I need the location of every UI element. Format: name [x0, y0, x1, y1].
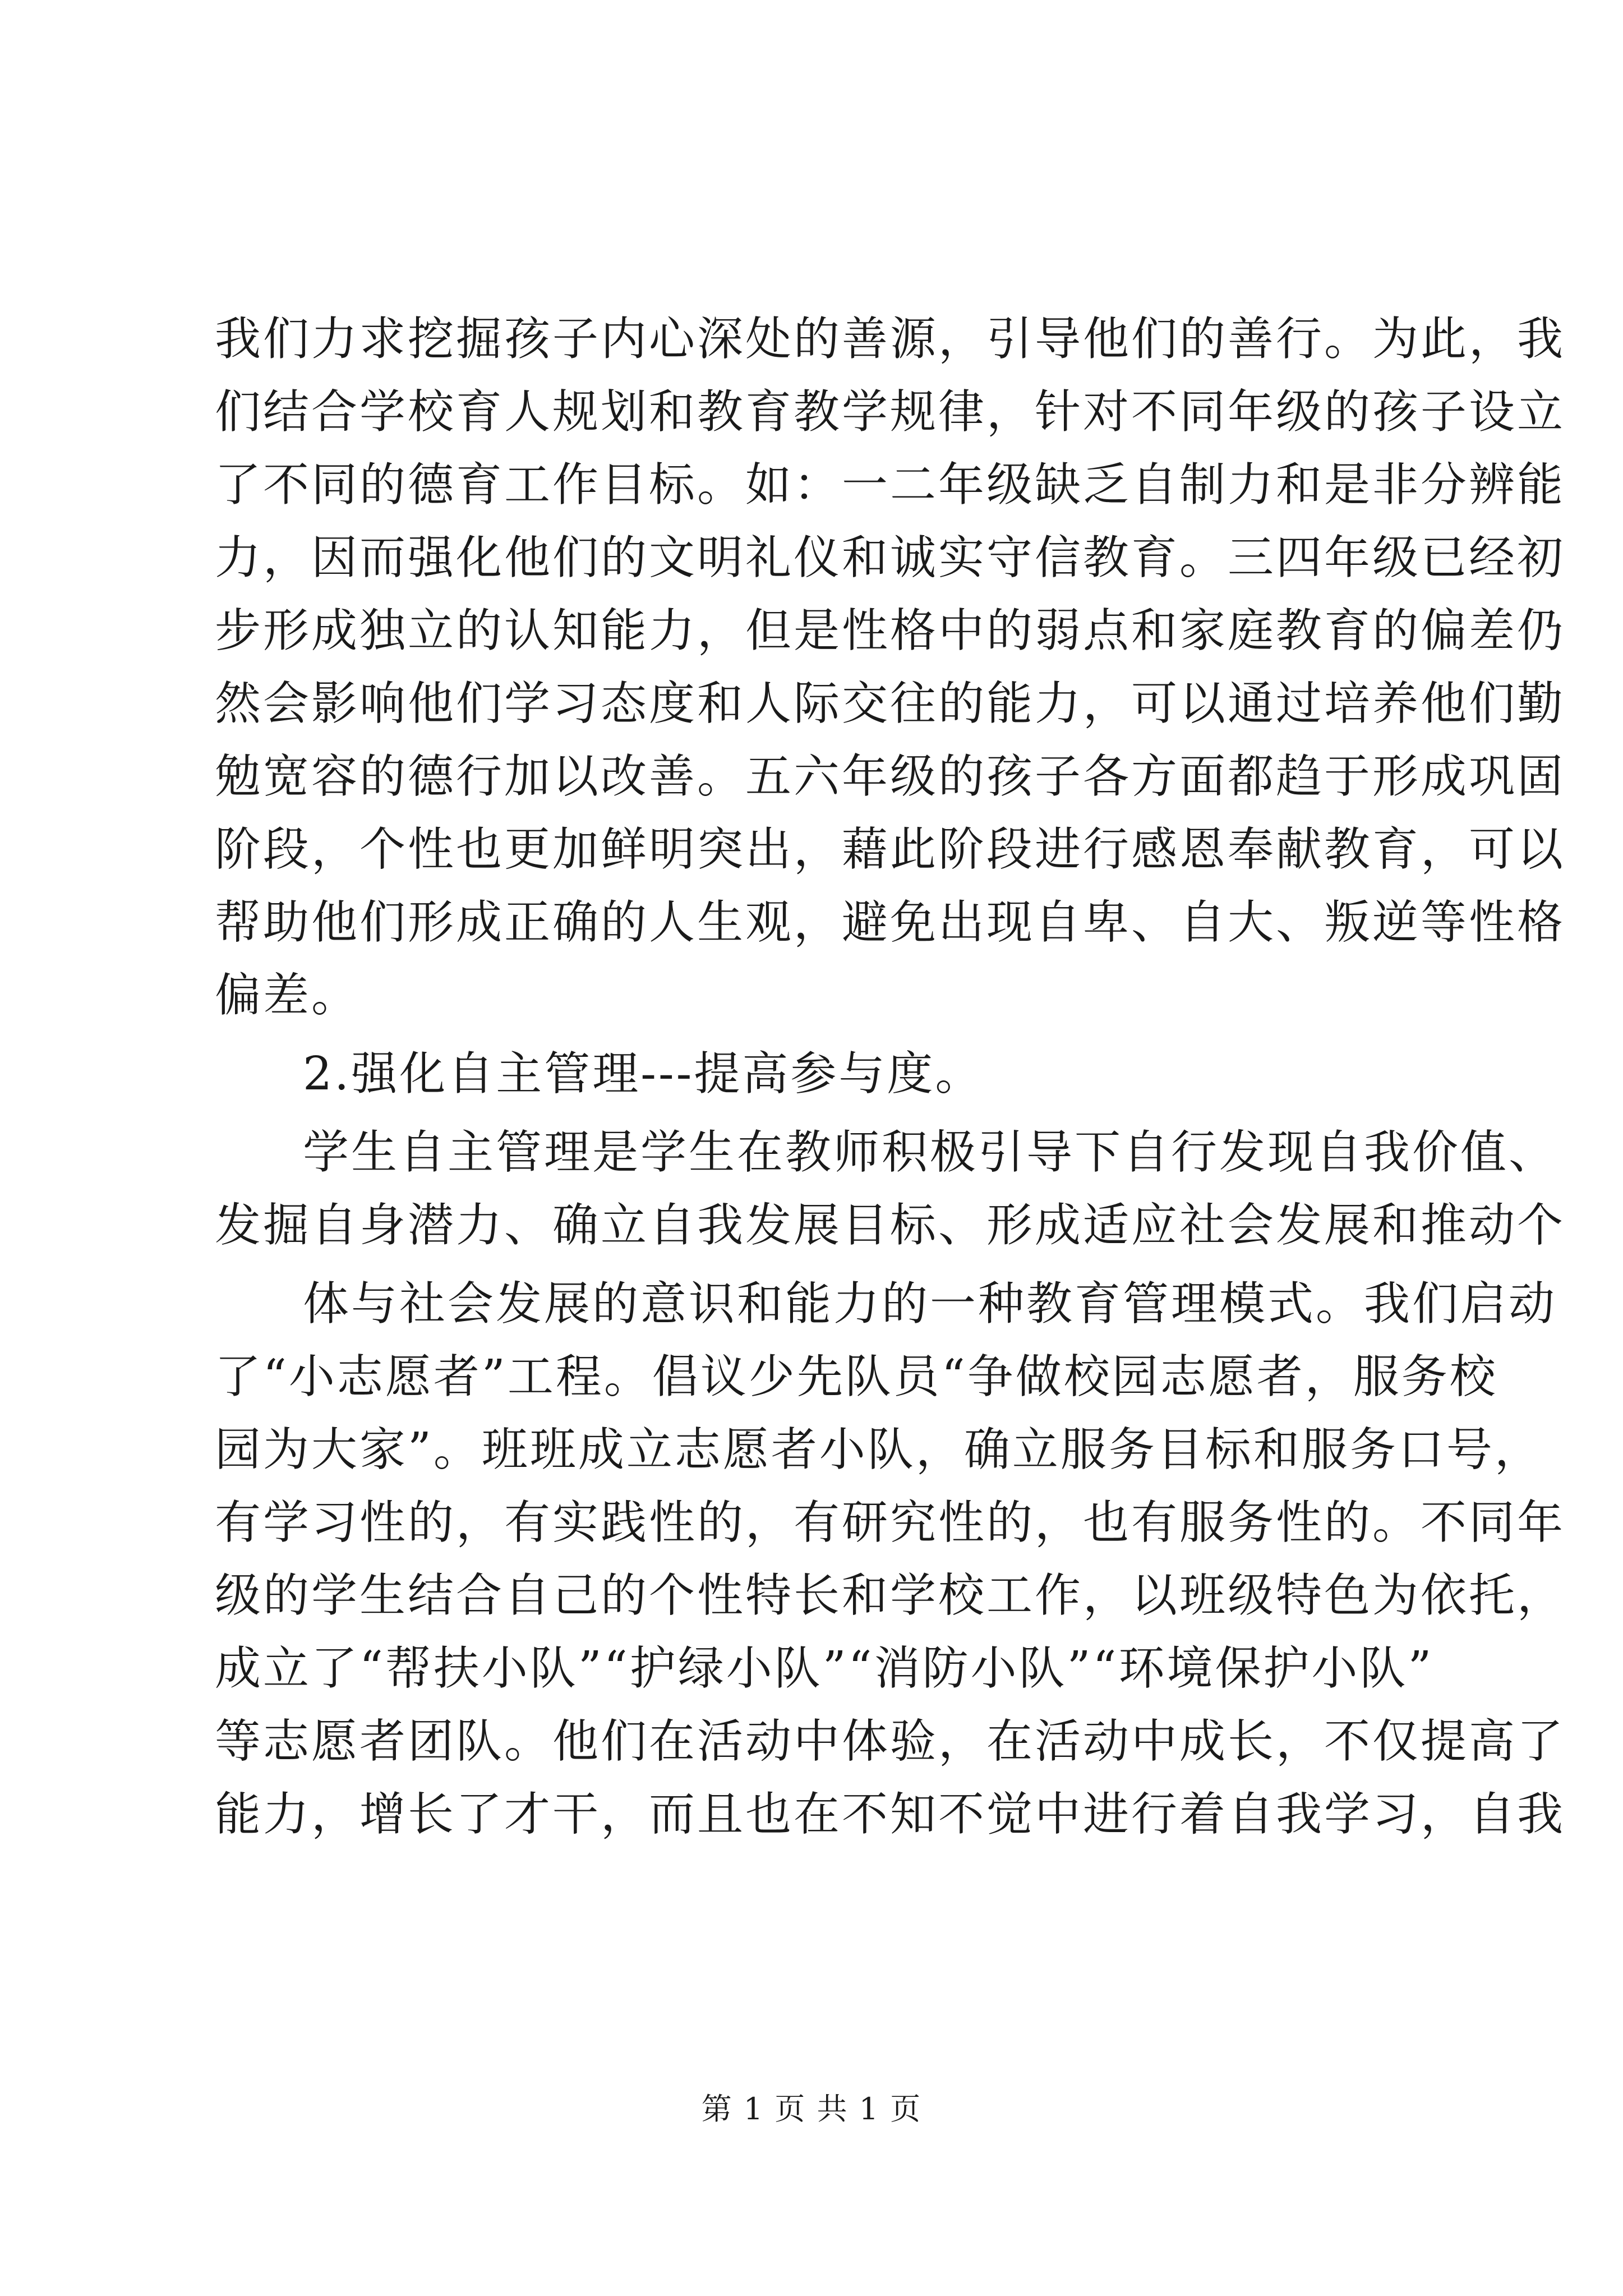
paragraph-line: 力，因而强化他们的文明礼仪和诚实守信教育。三四年级已经初: [215, 531, 1566, 585]
paragraph-line: 步形成独立的认知能力，但是性格中的弱点和家庭教育的偏差仍: [215, 604, 1566, 657]
paragraph-line: 偏差。: [215, 969, 360, 1022]
page-number-footer: 第 1 页 共 1 页: [701, 2091, 922, 2127]
paragraph-line: 阶段，个性也更加鲜明突出，藉此阶段进行感恩奉献教育，可以: [215, 823, 1566, 876]
paragraph-line: 级的学生结合自己的个性特长和学校工作，以班级特色为依托，: [215, 1569, 1566, 1622]
paragraph-line: 体与社会发展的意识和能力的一种教育管理模式。我们启动: [303, 1277, 1557, 1331]
paragraph-line: 了不同的德育工作目标。如：一二年级缺乏自制力和是非分辨能: [215, 458, 1566, 512]
paragraph-line: 发掘自身潜力、确立自我发展目标、形成适应社会发展和推动个: [215, 1199, 1566, 1252]
paragraph-line: 我们力求挖掘孩子内心深处的善源，引导他们的善行。为此，我: [215, 312, 1566, 366]
paragraph-line: 成立了“帮扶小队”“护绿小队”“消防小队”“环境保护小队”: [215, 1642, 1434, 1695]
paragraph-line: 帮助他们形成正确的人生观，避免出现自卑、自大、叛逆等性格: [215, 896, 1566, 949]
paragraph-line: 了“小志愿者”工程。倡议少先队员“争做校园志愿者，服务校: [215, 1350, 1498, 1404]
paragraph-line: 勉宽容的德行加以改善。五六年级的孩子各方面都趋于形成巩固: [215, 750, 1566, 803]
section-heading: 2.强化自主管理---提高参与度。: [303, 1047, 984, 1101]
paragraph-line: 园为大家”。班班成立志愿者小队，确立服务目标和服务口号，: [215, 1423, 1543, 1476]
paragraph-line: 们结合学校育人规划和教育教学规律，针对不同年级的孩子设立: [215, 385, 1566, 439]
paragraph-line: 有学习性的，有实践性的，有研究性的，也有服务性的。不同年: [215, 1496, 1566, 1549]
paragraph-line: 等志愿者团队。他们在活动中体验，在活动中成长，不仅提高了: [215, 1715, 1566, 1768]
paragraph-line: 学生自主管理是学生在教师积极引导下自行发现自我价值、: [303, 1126, 1557, 1179]
paragraph-line: 然会影响他们学习态度和人际交往的能力，可以通过培养他们勤: [215, 677, 1566, 730]
paragraph-line: 能力，增长了才干，而且也在不知不觉中进行着自我学习，自我: [215, 1788, 1566, 1841]
